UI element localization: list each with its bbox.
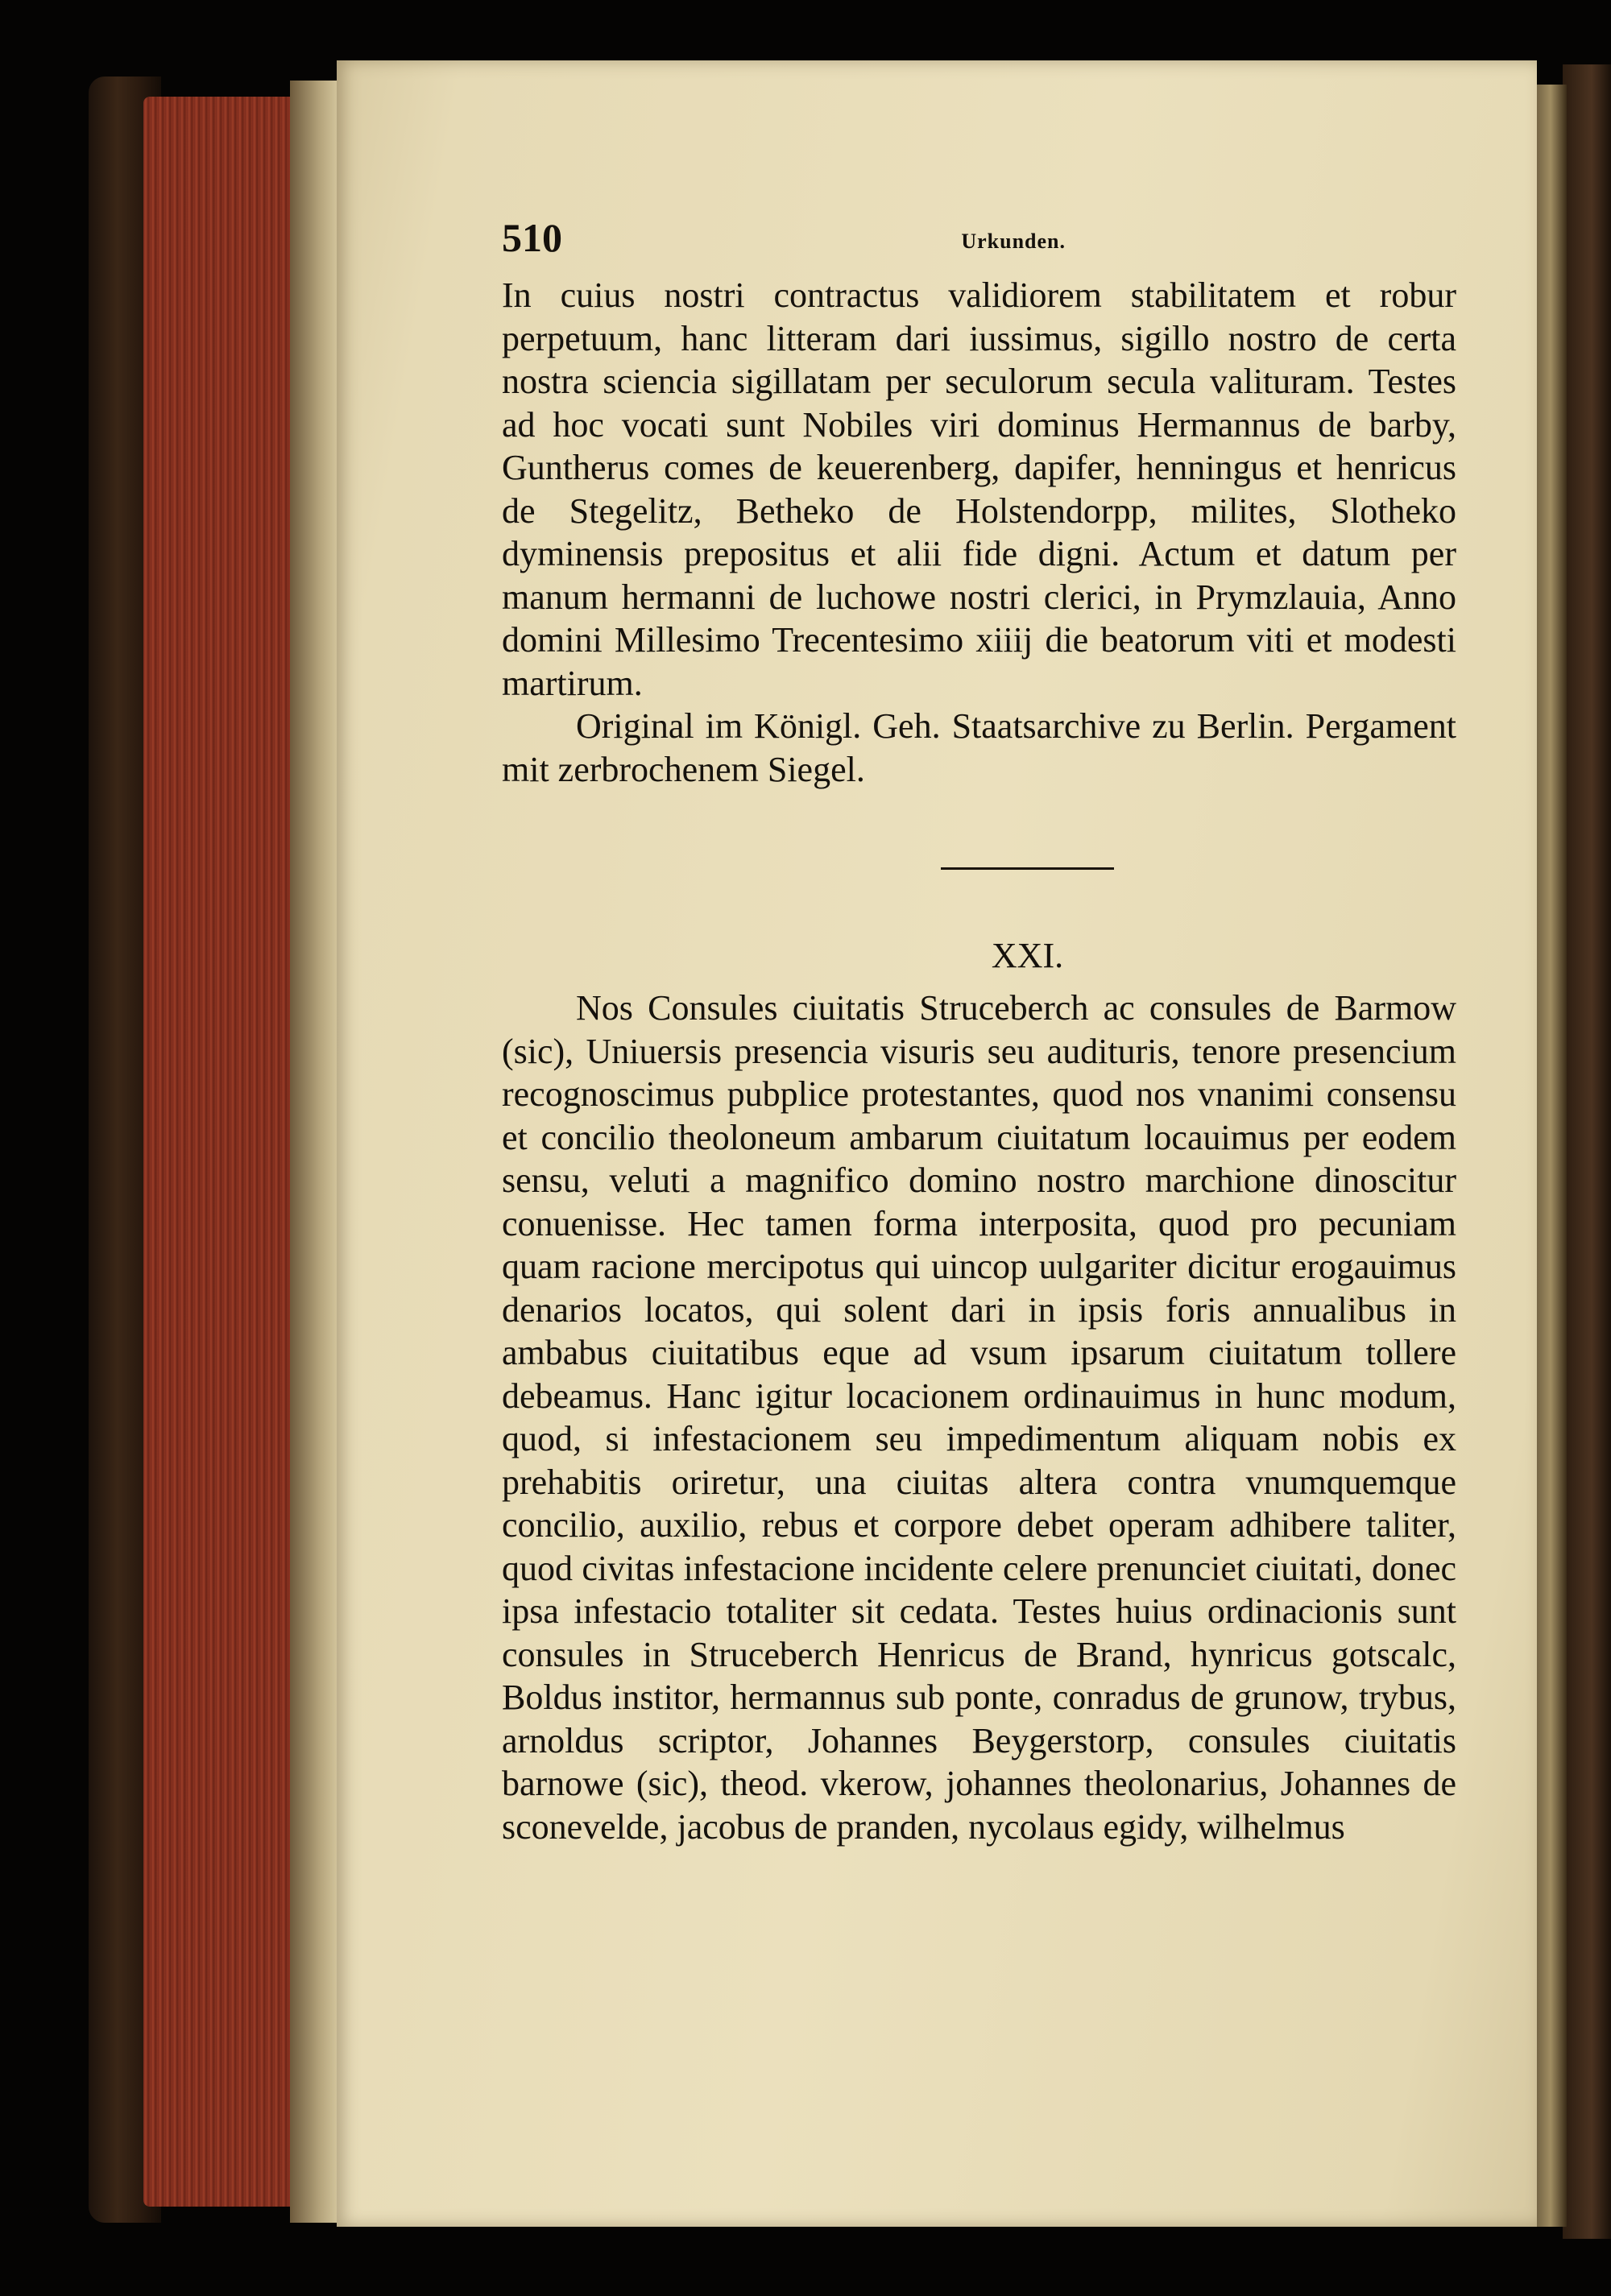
running-head: [502, 201, 1456, 274]
document-2-number: XXI.: [991, 936, 1064, 975]
document-2-body: Nos Consules ciuitatis Struceberch ac consules de Barmow (sic), Uniuersis presencia visuris seu audituris, tenore presencium recognoscimus pubplice protestantes, quod nos vnanimi consensu et concilio theoloneum ambarum ciuitatum locauimus per eodem sensu, veluti a magnifico domino nostro marchione dinoscitur conuenisse. Hec tamen forma interposita, quod pro pecuniam quam racione mercipotus qui uincop uulgariter dicitur erogauimus denarios locatos, qui solent dari in ipsis foris annualibus in ambabus ciuitatibus eque ad vsum ipsarum ciuitatum tollere debeamus. Hanc igitur locacionem ordinauimus in hunc modum, quod, si infestacionem seu impedimentum aliquam nobis ex prehabitis oriretur, una ciuitas altera contra vnumquemque concilio, auxilio, rebus et corpore debet operam adhibere taliter, quod civitas infestacione incidente celere prenunciet ciuitati, donec ipsa infestacio totaliter sit cedata. Testes huius ordinacionis sunt consules in Struceberch Henricus de Brand, hynricus gotscalc, Boldus institor, hermannus sub ponte, conradus de grunow, trybus, arnoldus scriptor, Johannes Beygerstorp, consules ciuitatis barnowe (sic), theod. vkerow, johannes theolonarius, Johannes de sconevelde, jacobus de pranden, nycolaus egidy, wilhelmus: [502, 988, 1456, 1847]
document-1-source-note: Original im Königl. Geh. Staatsarchive zu Berlin. Pergament mit zerbrochenem Siegel.: [502, 706, 1456, 789]
page-edges: [143, 97, 313, 2207]
section-divider: [941, 867, 1114, 870]
page-number: 510: [502, 215, 562, 260]
running-title: Urkunden.: [961, 230, 1066, 253]
document-1-body: In cuius nostri contractus validiorem stabilitatem et robur perpetuum, hanc litteram dari iussimus, sigillo nostro de certa nostra sciencia sigillatam per seculorum secula valituram. Testes ad hoc vocati sunt Nobiles viri dominus Hermannus de barby, Guntherus comes de keuerenberg, dapifer, henningus et henricus de Stegelitz, Betheko de Holstendorpp, milites, Slotheko dyminensis prepositus et alii fide digni. Actum et datum per manum hermanni de luchowe nostri clerici, in Prymzlauia, Anno domini Millesimo Trecentesimo xiiij die beatorum viti et modesti martirum.: [502, 275, 1456, 703]
page-gutter: [290, 81, 338, 2223]
right-cover: [1563, 64, 1611, 2239]
facing-page-edge: [1534, 85, 1567, 2227]
book-page: [337, 60, 1537, 2227]
text-column: [502, 201, 1456, 1848]
